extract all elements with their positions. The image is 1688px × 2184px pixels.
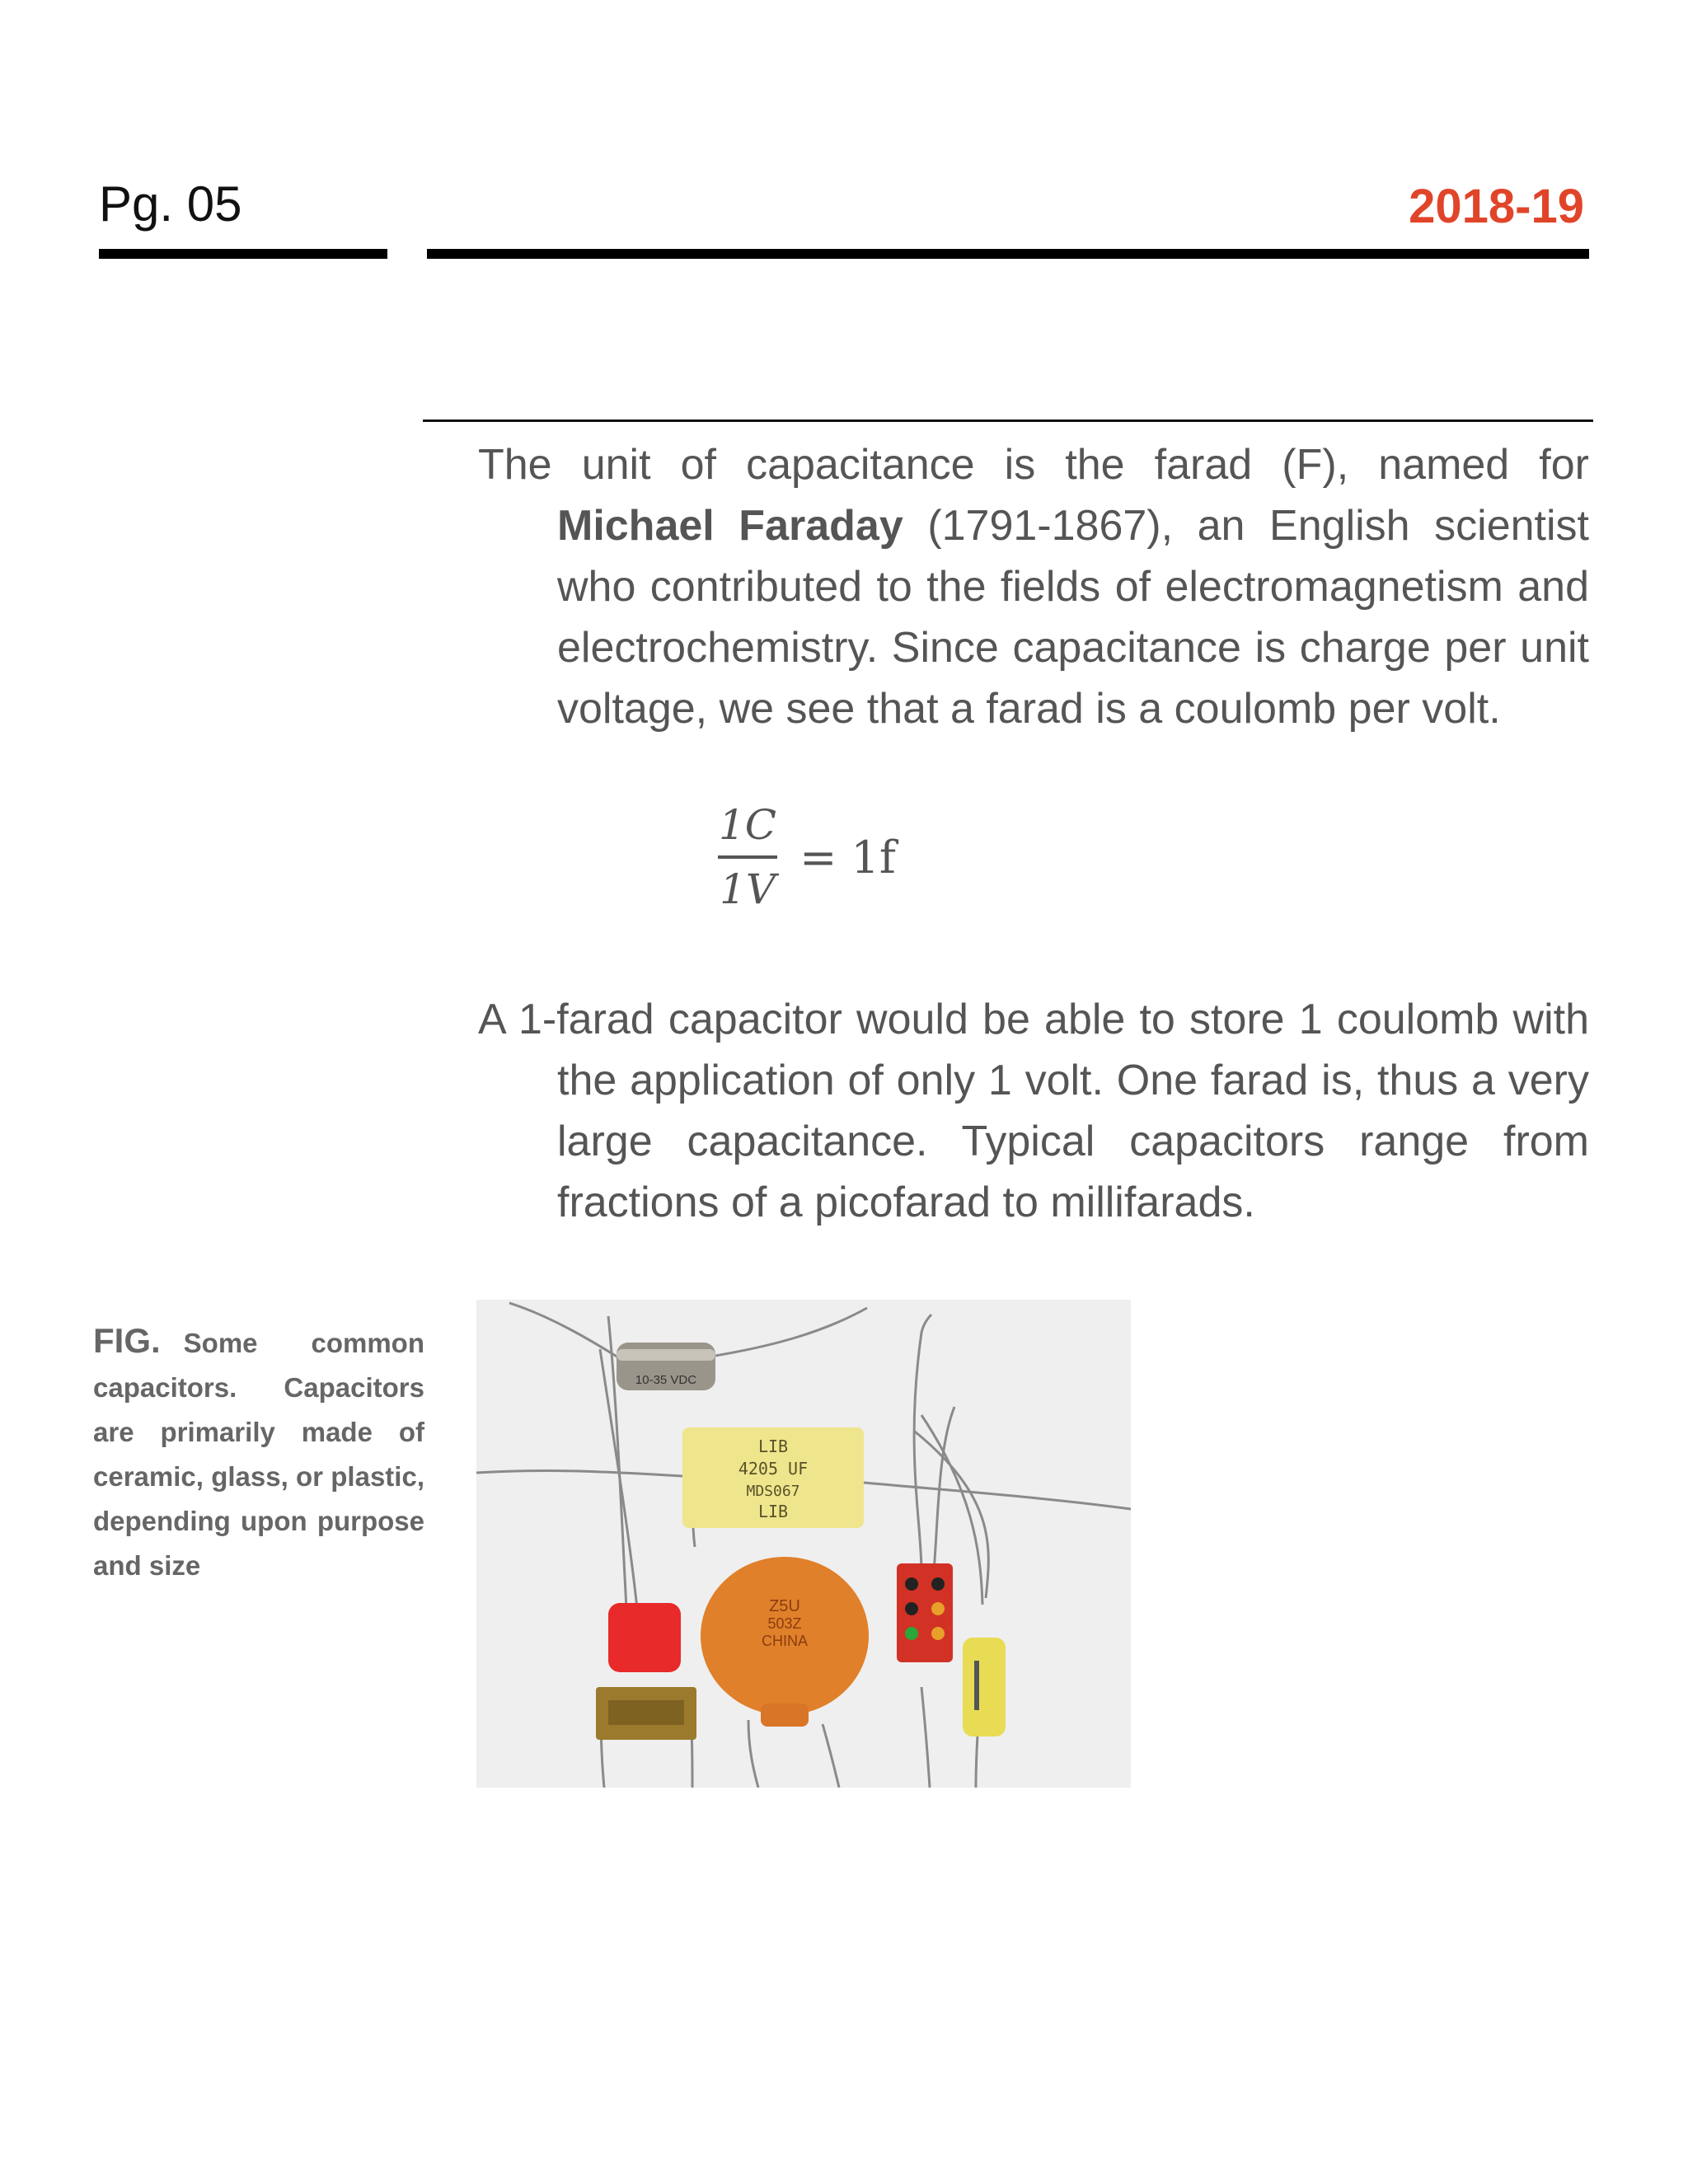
- svg-text:LIB: LIB: [757, 1436, 789, 1456]
- red-block-capacitor: [897, 1563, 953, 1662]
- svg-text:MDS067: MDS067: [746, 1483, 800, 1500]
- figure-caption-text: Some common capacitors. Capacitors are primarily made of ceramic, glass, or plastic, depending upon purpose and size: [93, 1328, 424, 1581]
- equation-denominator: 1V: [720, 865, 776, 913]
- fraction-bar: [718, 855, 777, 859]
- equation-fraction: [715, 799, 780, 915]
- svg-text:CHINA: CHINA: [761, 1633, 809, 1649]
- equation-numerator: 1C: [719, 801, 777, 849]
- brown-capacitor: [596, 1687, 696, 1740]
- page-number: Pg. 05: [99, 176, 242, 232]
- paragraph-farad-definition: [478, 434, 1589, 739]
- svg-text:LIB: LIB: [757, 1502, 789, 1521]
- equation-rhs: = 1f: [799, 831, 896, 883]
- paragraph-rest: (1791-1867), an English scientist who contributed to the fields of electromagnetism and electrochemistry. Since capacitance is charge per unit voltage, we see that a farad is a coulomb per volt.: [557, 502, 1589, 733]
- paragraph-intro: The unit of capacitance is the farad (F), named for: [478, 441, 1589, 489]
- yellow-axial-capacitor: [963, 1638, 1006, 1736]
- red-capacitor: [608, 1603, 681, 1672]
- farad-equation: [715, 799, 896, 915]
- year-label: 2018-19: [1409, 180, 1584, 233]
- faraday-name: Michael Faraday: [557, 502, 903, 550]
- film-capacitor: [682, 1427, 864, 1528]
- paragraph-one-farad: A 1-farad capacitor would be able to store 1 coulomb with the application of only 1 volt. One farad is, thus a very large capacitance. Typical capacitors range from fractions of a picofarad to millifarads.: [478, 996, 1589, 1226]
- svg-text:Z5U: Z5U: [769, 1597, 800, 1615]
- metal-capacitor: [617, 1343, 715, 1390]
- section-divider: [423, 419, 1593, 422]
- header-rule-right: [427, 249, 1589, 259]
- figure-label: FIG.: [93, 1321, 161, 1360]
- svg-text:503Z: 503Z: [767, 1615, 802, 1632]
- header-rule-left: [99, 249, 387, 259]
- capacitors-photo: [476, 1300, 1131, 1788]
- figure-caption: [93, 1319, 424, 1588]
- svg-text:10-35 VDC: 10-35 VDC: [635, 1373, 697, 1387]
- svg-text:4205 UF: 4205 UF: [738, 1459, 809, 1479]
